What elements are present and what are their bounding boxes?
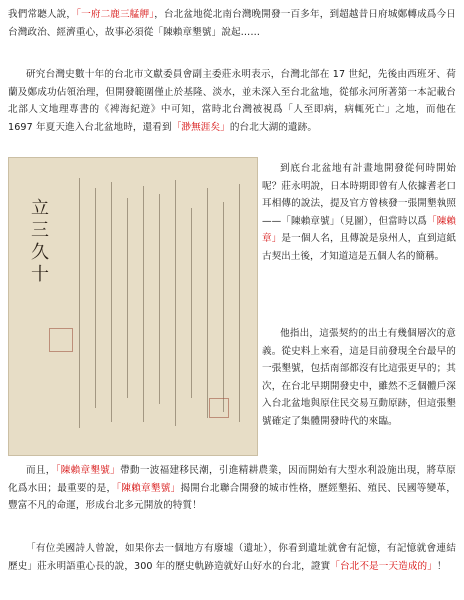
text-span: 到底台北盆地有計畫地開發從何時開始呢？莊永明說，日本時期即曾有人依據耆老口耳相傳的說法，提及官方曾核發一張開墾執照——「陳賴章號」（見圖），但當時以爲 bbox=[262, 163, 456, 227]
text-span: 帶動一波福建移民潮，引進精耕農業，因而開始有大型水利設施出現，將草原化爲水田；最重要的是， bbox=[8, 465, 456, 494]
paragraph-deed bbox=[262, 160, 456, 266]
text-span: 「有位美國詩人曾說，如果你去一個地方有廢墟（遺址），你看到遺址就會有記憶，有記憶就會連結歷史」莊永明語重心長的說，300 年的歷史軌跡造就好山好水的台北，證實 bbox=[8, 543, 456, 572]
highlight-phrase: 「一府二鹿三艋舺」 bbox=[76, 9, 155, 20]
text-span: 揭開台北聯合開發的城市性格，歷經墾拓、殖民、民國等變革，豐富不凡的命運，形成台北多元開放的特質！ bbox=[8, 482, 456, 512]
text-span: 的台北大湖的遺跡。 bbox=[229, 121, 318, 133]
text-span: 他指出，這張契約的出土有幾個層次的意義。從史料上來看，這是目前發現全台最早的一張墾號，包括南部都沒有比這張更早的；其次，在台北早期開發史中，雖然不乏個體戶深入台北盆地與原住民交易互動原跡，但這張墾號確定了集體開發時代的來臨。 bbox=[262, 328, 456, 427]
highlight-phrase: 「渺無涯矣」 bbox=[171, 121, 230, 133]
photo-spacer bbox=[8, 325, 262, 431]
paragraph-migration bbox=[8, 462, 456, 515]
highlight-phrase: 「台北不是一天造成的」 bbox=[330, 560, 437, 572]
highlight-phrase: 「陳賴章」 bbox=[262, 215, 457, 245]
text-span: 我們常聽人說， bbox=[8, 9, 77, 20]
paragraph-significance bbox=[8, 325, 456, 431]
text-span: ！ bbox=[436, 560, 447, 572]
text-span: 是一個人名，且傳說是泉州人，直到這紙古契出土後，才知道這是五個人名的簡稱。 bbox=[262, 233, 457, 262]
text-span: ，台北盆地從北南台灣晚開發一百多年，到超越昔日府城鄭轉成爲今日台灣政治、經濟重心，故事必須從「陳賴章墾號」說起…… bbox=[8, 9, 456, 38]
paragraph-history bbox=[8, 66, 456, 136]
text-span: 研究台灣史數十年的台北市文獻委員會副主委莊永明表示，台灣北部在 17 世紀，先後由西班牙、荷蘭及鄭成功佔領治理，但開發範圍僅止於基隆、淡水，並未深入至台北盆地，從郁永河所著第一本記載台北部人文地理專書的《裨海紀遊》中可知，當時北台灣被視爲「人至即病，病輒死亡」之地，而他在 1697 年夏天進入台北盆地時，還看到 bbox=[8, 69, 456, 133]
deed-heading-glyph: 立 三 久 十 bbox=[31, 198, 49, 285]
highlight-phrase: 「陳賴章墾號」 bbox=[55, 465, 121, 476]
paragraph-intro bbox=[8, 6, 456, 41]
paragraph-conclusion bbox=[8, 540, 456, 575]
highlight-phrase: 「陳賴章墾號」 bbox=[116, 482, 181, 494]
text-span: 而且， bbox=[26, 465, 56, 476]
